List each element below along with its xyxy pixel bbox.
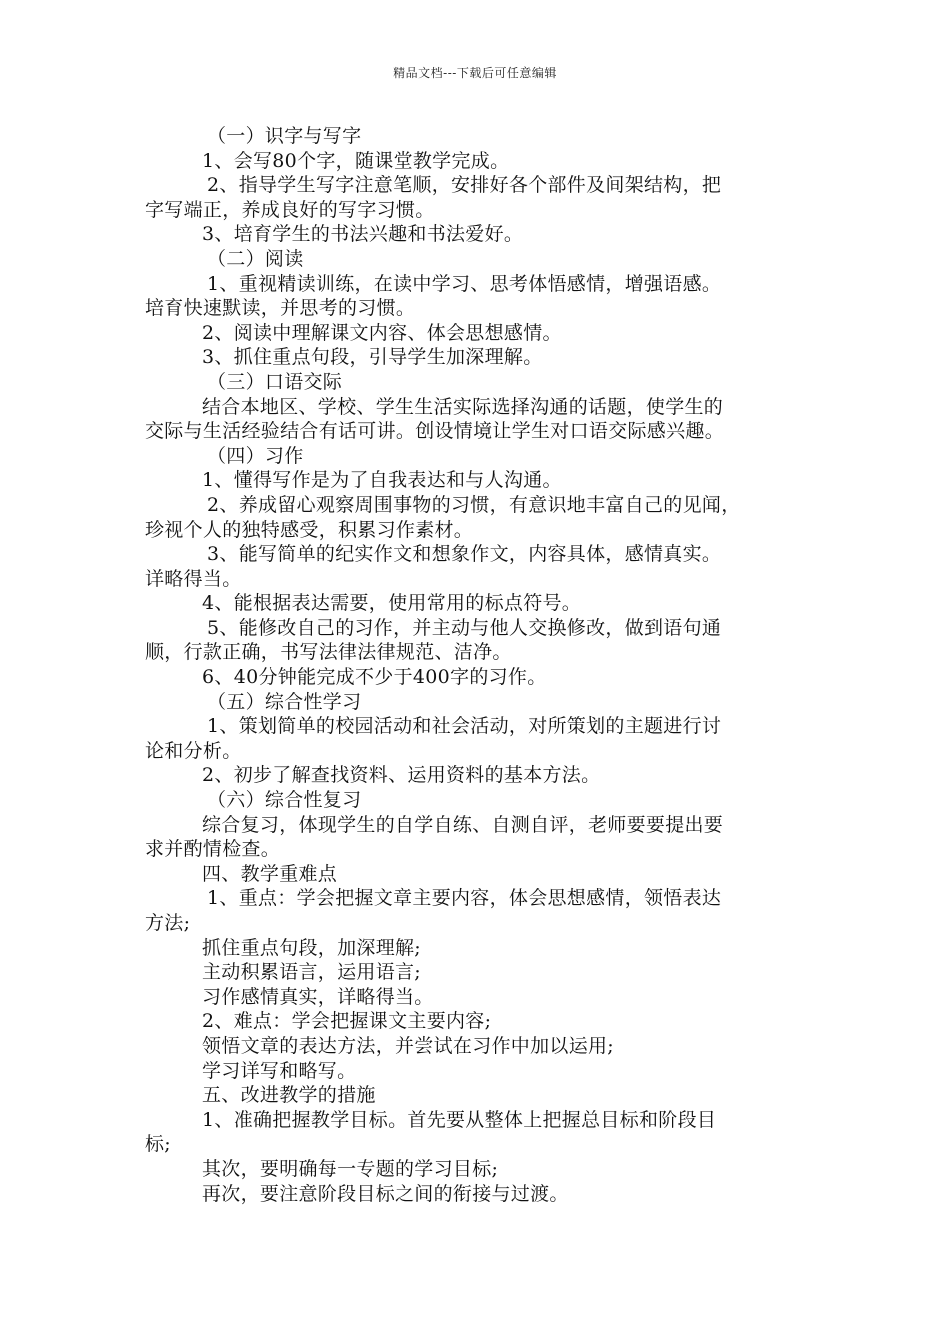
- text-line: 4、能根据表达需要，使用常用的标点符号。: [202, 592, 582, 615]
- text-line: 1、策划简单的校园活动和社会活动，对所策划的主题进行讨: [207, 715, 722, 738]
- text-line: （三）口语交际: [207, 370, 343, 393]
- text-line: 2、难点：学会把握课文主要内容;: [202, 1010, 492, 1033]
- text-line: 2、养成留心观察周围事物的习惯，有意识地丰富自己的见闻，: [207, 493, 741, 516]
- text-line: 1、准确把握教学目标。首先要从整体上把握总目标和阶段目: [202, 1108, 717, 1131]
- text-line: （二）阅读: [207, 247, 304, 270]
- document-body: [145, 124, 815, 1206]
- text-line: 结合本地区、学校、学生生活实际选择沟通的话题，使学生的: [202, 395, 724, 418]
- text-line: 学习详写和略写。: [202, 1059, 357, 1082]
- text-line: 1、懂得写作是为了自我表达和与人沟通。: [202, 469, 562, 492]
- text-line: 1、重视精读训练，在读中学习、思考体悟感情，增强语感。: [207, 272, 722, 295]
- text-line: 培育快速默读，并思考的习惯。: [145, 297, 416, 320]
- text-line: 再次，要注意阶段目标之间的衔接与过渡。: [202, 1182, 569, 1205]
- text-line: 五、改进教学的措施: [202, 1084, 376, 1107]
- text-line: 方法;: [145, 912, 191, 934]
- text-line: 求并酌情检查。: [145, 838, 281, 861]
- text-line: 习作感情真实，详略得当。: [202, 985, 434, 1008]
- text-line: 字写端正，养成良好的写字习惯。: [145, 198, 435, 221]
- text-line: 3、抓住重点句段，引导学生加深理解。: [202, 346, 543, 369]
- text-line: 抓住重点句段，加深理解;: [202, 936, 422, 959]
- text-line: 顺，行款正确，书写法律法律规范、洁净。: [145, 641, 512, 664]
- text-line: 主动积累语言，运用语言;: [202, 961, 422, 984]
- text-line: 交际与生活经验结合有话可讲。创设情境让学生对口语交际感兴趣。: [145, 420, 725, 443]
- text-line: 1、会写80个字，随课堂教学完成。: [202, 149, 510, 172]
- text-line: 珍视个人的独特感受，积累习作素材。: [145, 518, 474, 541]
- text-line: 领悟文章的表达方法，并尝试在习作中加以运用;: [202, 1034, 615, 1057]
- text-line: 其次，要明确每一专题的学习目标;: [202, 1157, 499, 1180]
- text-line: 5、能修改自己的习作，并主动与他人交换修改，做到语句通: [207, 616, 722, 639]
- text-line: 详略得当。: [145, 567, 242, 590]
- text-line: 6、40分钟能完成不少于400字的习作。: [202, 666, 547, 689]
- text-line: （一）识字与写字: [207, 125, 362, 147]
- text-line: 3、能写简单的纪实作文和想象作文，内容具体，感情真实。: [207, 543, 722, 566]
- text-line: 论和分析。: [145, 739, 242, 762]
- text-line: （五）综合性学习: [207, 690, 362, 713]
- text-line: 2、阅读中理解课文内容、体会思想感情。: [202, 321, 562, 344]
- text-line: 2、初步了解查找资料、运用资料的基本方法。: [202, 764, 601, 787]
- text-line: 3、培育学生的书法兴趣和书法爱好。: [202, 223, 524, 246]
- text-line: （四）习作: [207, 444, 304, 467]
- page-header: 精品文档---下载后可任意编辑: [393, 66, 557, 80]
- text-line: 综合复习，体现学生的自学自练、自测自评，老师要要提出要: [202, 813, 724, 836]
- text-line: 1、重点：学会把握文章主要内容，体会思想感情，领悟表达: [207, 887, 722, 910]
- text-line: 2、指导学生写字注意笔顺，安排好各个部件及间架结构，把: [207, 174, 722, 197]
- text-line: 标;: [145, 1133, 172, 1156]
- text-line: 四、教学重难点: [202, 862, 338, 885]
- text-line: （六）综合性复习: [207, 789, 362, 812]
